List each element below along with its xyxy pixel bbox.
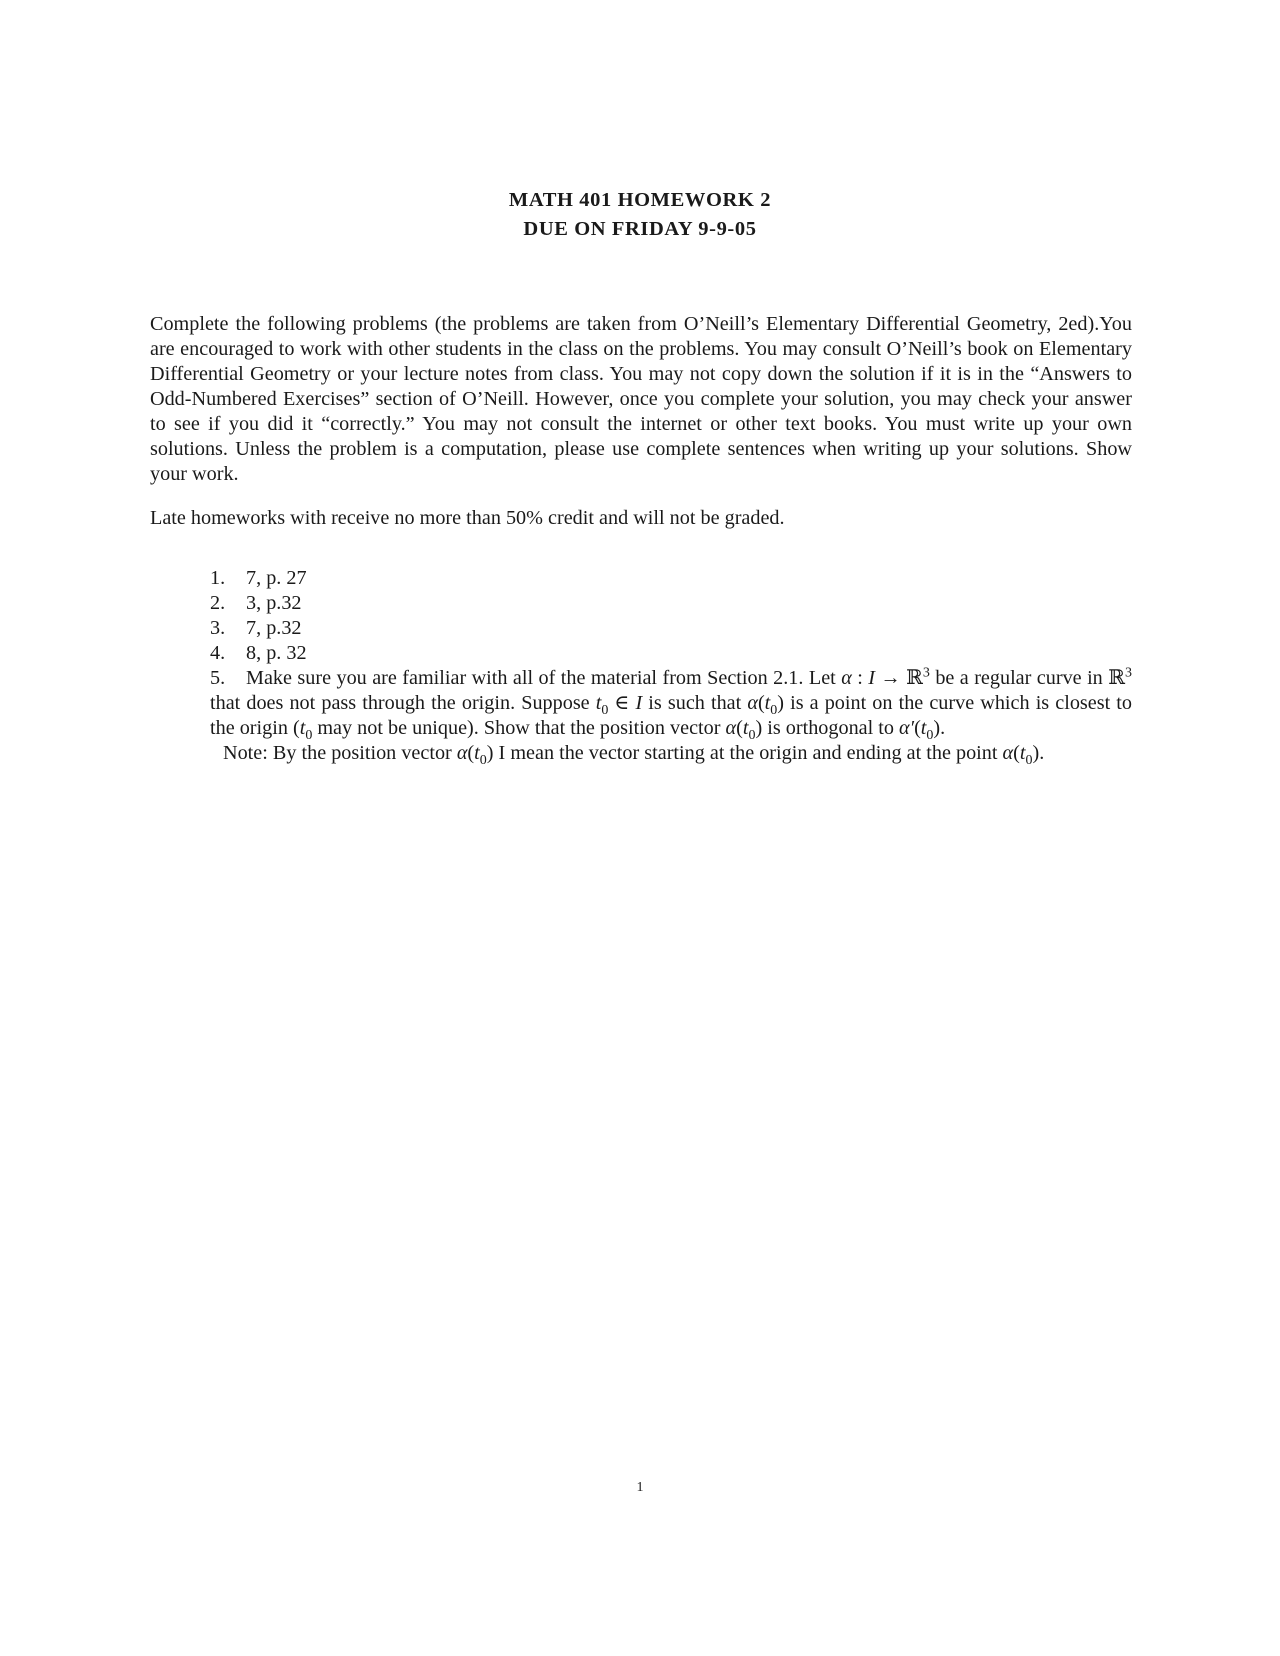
document-title: MATH 401 HOMEWORK 2 xyxy=(508,189,772,211)
problem-item-1 xyxy=(210,566,1132,591)
problem-item-4 xyxy=(210,641,1132,666)
problem-list xyxy=(210,566,1132,769)
problem-5-statement: 5. Make sure you are familiar with all of the material from Section 2.1. Let α : I → ℝ$^3$ be a regular curve in ℝ$^3$ that does not pass through the origin. Suppose $t_0$ ∈ I is such that $\alpha(t_0)$ is a point on the curve which is closest to the origin ($t_0$ may not be unique). Show that the position vector $\alpha(t_0)$ is orthogonal to $\alpha'(t_0)$. xyxy=(210,665,1132,744)
problem-5-body xyxy=(210,665,1132,769)
title-block xyxy=(0,186,1280,244)
problem-number: 1. xyxy=(210,567,226,589)
page-number: 1 xyxy=(636,1480,644,1495)
problem-text: 8, p. 32 xyxy=(246,642,307,664)
problem-number: 4. xyxy=(210,642,226,664)
problem-text: 3, p.32 xyxy=(246,592,302,614)
problem-item-2 xyxy=(210,591,1132,616)
problem-number: 5. xyxy=(210,667,226,689)
problem-5-note: Note: By the position vector $\alpha(t_0)$ I mean the vector starting at the origin and ending at the point $\alpha(t_0)$. xyxy=(223,742,1045,769)
problem-item-5 xyxy=(210,665,1132,769)
late-policy: Late homeworks with receive no more than 50% credit and will not be graded. xyxy=(150,507,785,529)
problem-item-3 xyxy=(210,616,1132,641)
problem-number: 2. xyxy=(210,592,226,614)
instructions-paragraph: Complete the following problems (the problems are taken from O’Neill’s Elementary Differential Geometry, 2ed).You are encouraged to work with other students in the class on the problems. You may consult O’Neill’s book on Elementary Differential Geometry or your lecture notes from class. You may not copy down the solution if it is in the “Answers to Odd-Numbered Exercises” section of O’Neill. However, once you complete your solution, you may check your answer to see if you did it “correctly.” You may not consult the internet or other text books. You must write up your own solutions. Unless the problem is a computation, please use complete sentences when writing up your solutions. Show your work. xyxy=(150,313,1132,485)
problem-text: 7, p.32 xyxy=(246,617,302,639)
problem-number: 3. xyxy=(210,617,226,639)
due-date: DUE ON FRIDAY 9-9-05 xyxy=(523,218,757,240)
problem-text: 7, p. 27 xyxy=(246,567,307,589)
